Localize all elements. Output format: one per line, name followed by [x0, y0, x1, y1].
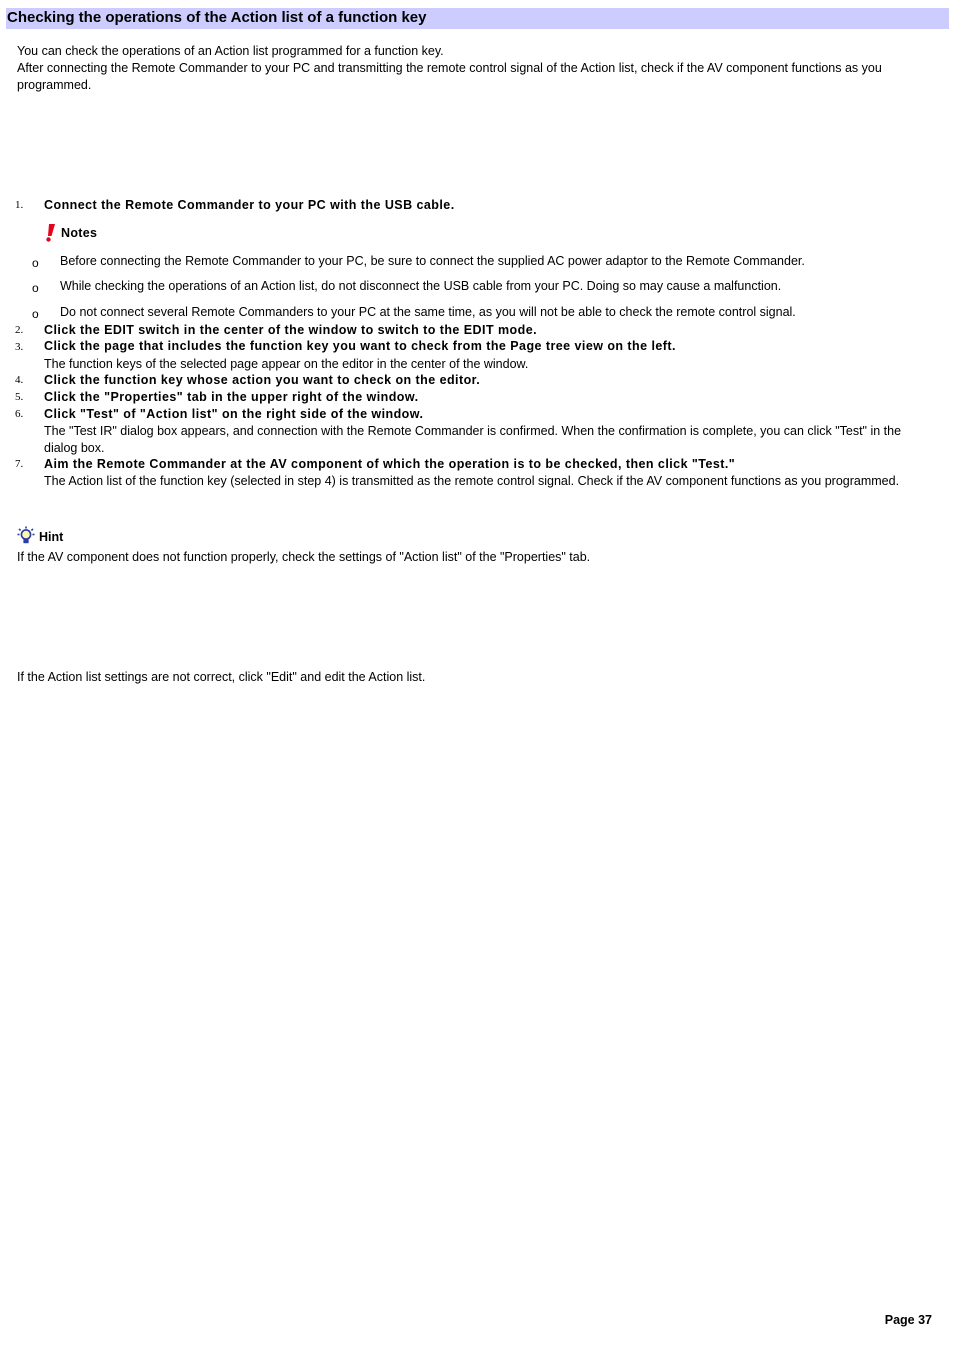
note-item: Do not connect several Remote Commanders to your PC at the same time, as you will not be able to check the remote control signal. — [60, 305, 796, 319]
step-number: 2. — [15, 324, 24, 336]
bullet-icon: o — [32, 281, 39, 295]
title-bar — [6, 8, 949, 29]
step-heading: Click the EDIT switch in the center of the window to switch to the EDIT mode. — [44, 323, 538, 337]
notes-title: Notes — [61, 226, 98, 240]
step-number: 7. — [15, 458, 24, 470]
step-number: 1. — [15, 199, 24, 211]
step-body: The function keys of the selected page appear on the editor in the center of the window. — [44, 357, 529, 371]
hint-text: If the AV component does not function properly, check the settings of "Action list" of the "Properties" tab. — [17, 550, 591, 564]
step-body: The Action list of the function key (selected in step 4) is transmitted as the remote control signal. Check if the AV component functions as you programmed. — [44, 474, 900, 488]
step-number: 3. — [15, 341, 24, 353]
step-heading: Connect the Remote Commander to your PC with the USB cable. — [44, 198, 455, 212]
bullet-icon: o — [32, 307, 39, 321]
note-item: While checking the operations of an Action list, do not disconnect the USB cable from your PC. Doing so may cause a malfunction. — [60, 279, 782, 293]
note-item: Before connecting the Remote Commander to your PC, be sure to connect the supplied AC power adaptor to the Remote Commander. — [60, 254, 805, 268]
step-number: 6. — [15, 408, 24, 420]
hint-label — [17, 526, 63, 544]
step-number: 4. — [15, 374, 24, 386]
intro-line-1: You can check the operations of an Action list programmed for a function key. — [17, 44, 444, 58]
bullet-icon: o — [32, 256, 39, 270]
page-number: Page 37 — [884, 1313, 932, 1327]
step-number: 5. — [15, 391, 24, 403]
intro-line-2: After connecting the Remote Commander to your PC and transmitting the remote control signal of the Action list, check if the AV component functions as you programmed. — [17, 61, 882, 92]
step-heading: Click the function key whose action you want to check on the editor. — [44, 373, 481, 387]
intro — [17, 43, 932, 94]
step-heading: Click the page that includes the function key you want to check from the Page tree view on the left. — [44, 339, 676, 353]
exclamation-icon — [44, 224, 57, 242]
notes-label — [44, 224, 97, 242]
step-body: The "Test IR" dialog box appears, and connection with the Remote Commander is confirmed. When the confirmation is complete, you can click "Test" in the dialog box. — [44, 424, 902, 455]
step-heading: Click "Test" of "Action list" on the right side of the window. — [44, 407, 424, 421]
page-title: Checking the operations of the Action list of a function key — [7, 9, 427, 26]
lightbulb-icon — [17, 526, 35, 544]
edit-note: If the Action list settings are not correct, click "Edit" and edit the Action list. — [17, 670, 426, 684]
step-heading: Click the "Properties" tab in the upper right of the window. — [44, 390, 419, 404]
hint-title: Hint — [39, 530, 64, 544]
step-heading: Aim the Remote Commander at the AV component of which the operation is to be checked, then click "Test." — [44, 457, 736, 471]
